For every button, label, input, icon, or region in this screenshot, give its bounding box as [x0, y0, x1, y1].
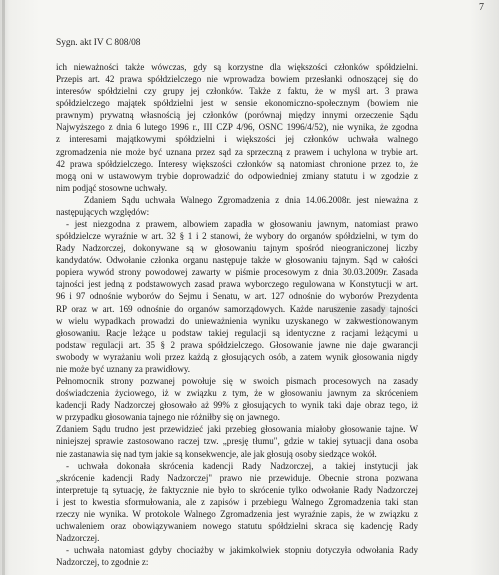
text-line: podstaw regulacji art. 35 § 2 prawa spółdzielczego. Głosowanie jawne nie daje gwarancji [56, 339, 418, 350]
text-line: Nadzorczej, to zgodnie z: [56, 557, 149, 568]
text-line: prawnym) prywatną własnością jej członków (porównaj między innymi orzeczenie Sądu [56, 110, 418, 121]
text-line: Zdaniem Sądu uchwała Walnego Zgromadzenia z dnia 14.06.2008r. jest nieważna z [84, 194, 418, 205]
text-line: rzeczy nie wynika. W protokole Walnego Zgromadzenia jest wyraźnie zapis, że w związku z [56, 508, 418, 519]
text-line: „skrócenie kadencji Rady Nadzorczej" prawo nie przewiduje. Obecnie strona pozwana [56, 472, 418, 483]
text-line: interpretuje tą sytuację, że faktycznie nie było to skrócenie tylko odwołanie Rady Nadzorczej [56, 484, 418, 495]
text-line: tajności jest jedną z podstawowych zasad prawa wyborczego regulowana w Konstytucji w art. [56, 279, 418, 290]
text-line: interesów spółdzielni czy grupy jej członków. Także z faktu, że w myśl art. 3 prawa [56, 86, 418, 97]
page-number: 7 [479, 2, 485, 13]
text-line: 42 prawa spółdzielczego. Interesy większości członków są natomiast chronione przez to, że [56, 158, 418, 169]
text-line: kadencji Rady Nadzorczej głosowało aż 99% z głosujących to wynik taki daje obraz tego, iż [56, 400, 418, 411]
text-line: w przypadku głosowania tajnego nie różniłby się on jawnego. [56, 412, 280, 423]
scan-smudge [80, 330, 120, 344]
text-line: Najwyższego z dnia 6 lutego 1996 r., III CZP 4/96, OSNC 1996/4/52), nie wynika, że zgodna [56, 122, 418, 133]
text-line: - uchwała natomiast gdyby chociażby w jakimkolwiek stopniu dotyczyła odwołania Rady [66, 545, 418, 556]
text-line: - jest niezgodna z prawem, albowiem zapadła w głosowaniu jawnym, natomiast prawo [66, 219, 418, 230]
text-line: popiera wywód strony powodowej zawarty w piśmie procesowym z dnia 30.03.2009r. Zasada [56, 267, 418, 278]
text-line: nie zastanawia się nad tym jakie są konsekwencje, ale jak głosują osoby siedzące wokół. [56, 448, 377, 459]
text-line: spółdzielczego majątek spółdzielni jest w sensie ekonomiczno-społecznym (bowiem nie [56, 98, 418, 109]
text-line: kandydatów. Odwołanie członka organu następuje także w głosowaniu tajnym. Sąd w całości [56, 255, 418, 266]
text-line: Zdaniem Sądu trudno jest przewidzieć jaki przebieg głosowania miałoby głosowanie tajne. W [56, 424, 418, 435]
scan-shadow-edge [2, 0, 5, 575]
text-line: w wielu wypadkach prowadzi do unieważnienia wyniku uzyskanego w zakwestionowanym [56, 315, 418, 326]
case-number: Sygn. akt IV C 808/08 [56, 38, 141, 48]
text-line: zgromadzenia nie może być uznana przez sąd za sprzeczną z prawem i uchylona w trybie art. [56, 146, 418, 157]
text-line: swobody w wyrażaniu woli przez każdą z głosujących osób, a zatem wynik głosowania nigdy [56, 351, 418, 362]
text-line: z interesami majątkowymi spółdzielni i większości jej członków uchwała walnego [56, 134, 418, 145]
text-line: 96 i 97 odnośnie wyborów do Sejmu i Senatu, w art. 127 odnośnie do wyborów Prezydenta [56, 291, 418, 302]
text-line: następujących względów: [56, 206, 150, 217]
text-line: nie może być uznany za prawidłowy. [56, 363, 191, 374]
text-line: Przepis art. 42 prawa spółdzielczego nie wprowadza bowiem przesłanki odnoszącej się do [56, 74, 418, 85]
text-line: ich nieważności także wówczas, gdy są korzystne dla większości członków spółdzielni. [56, 62, 418, 72]
text-line: niniejszej sprawie zastosowano raczej tzw. „presję tłumu", gdzie w takiej sytuacji dana osoba [56, 436, 418, 447]
text-line: doświadczenia życiowego, iż w związku z tym, że w głosowaniu jawnym za skróceniem [56, 388, 418, 399]
text-line: Nadzorczej. [56, 533, 100, 544]
text-line: Rady Nadzorczej, dokonywane są w głosowaniu tajnym spośród nieograniczonej liczby [56, 243, 418, 254]
text-line: nim podjąć stosowne uchwały. [56, 182, 167, 193]
text-line: RP oraz w art. 169 odnośnie do organów samorządowych. Każde naruszenie zasady tajności [56, 303, 418, 314]
text-line: spółdzielcze wyraźnie w art. 32 § 1 i 2 stanowi, że wybory do organów spółdzielni, w tym do [56, 231, 418, 242]
text-line: Pełnomocnik strony pozwanej powołuje się w swoich pismach procesowych na zasady [56, 376, 418, 387]
text-line: - uchwała dokonała skrócenia kadencji Rady Nadzorczej, a takiej instytucji jak [66, 460, 418, 471]
text-line: uchwaleniem oraz obowiązywaniem nowego statutu spółdzielni skraca się kadencję Rady [56, 520, 418, 531]
text-line: i jest to kwestia sformułowania, ale z zapisów i przebiegu Walnego Zgromadzenia taki stan [56, 496, 418, 507]
text-line: głosowaniu. Racje leżące u podstaw takiej regulacji są identyczne z racjami leżącymi u [56, 327, 418, 338]
text-line: mogą oni w ustawowym trybie doprowadzić do odpowiedniej zmiany statutu i w zgodzie z [56, 170, 418, 181]
scan-smudge [330, 300, 390, 322]
